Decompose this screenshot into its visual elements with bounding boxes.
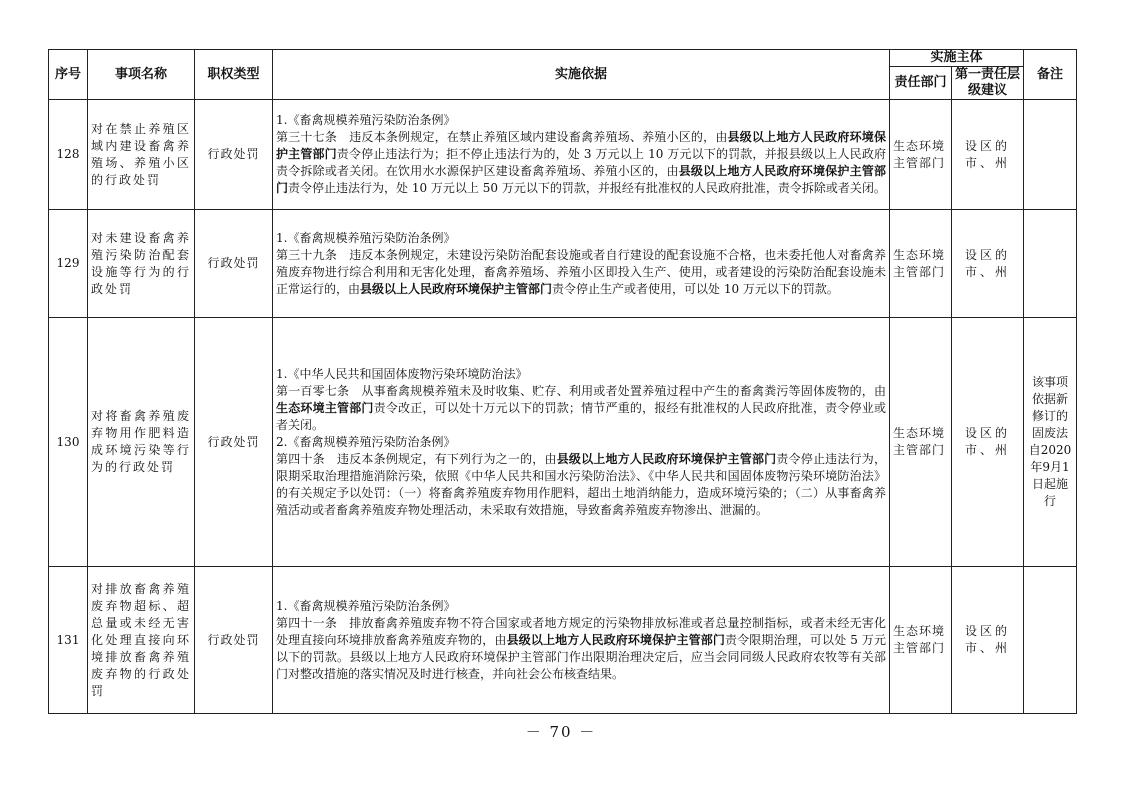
page-number: － 70 － <box>525 723 597 741</box>
remarks <box>1024 210 1077 318</box>
basis-text: 责令限期治理，可以处 5 万元以下的罚款。县级以上地方人民政府环境保护主管部门作出限期治理决定后，应当会同同级人民政府农牧等有关部门对整改措施的落实情况及时进行核查，并向社会公布核查结果。 <box>276 632 886 681</box>
responsibility-level: 设区的市、州 <box>952 318 1024 567</box>
table-row <box>49 210 1077 318</box>
basis-paragraph <box>276 434 886 451</box>
basis-paragraph <box>276 112 886 129</box>
basis-emphasis: 生态环境主管部门 <box>276 400 374 415</box>
basis-emphasis: 县级以上地方人民政府环境保护主管部门 <box>276 164 886 195</box>
table-row <box>49 100 1077 210</box>
header-level: 第一责任层级建议 <box>952 67 1024 100</box>
responsibility-level: 设区的市、州 <box>952 567 1024 714</box>
basis-emphasis: 县级以上地方人民政府环境保护主管部门 <box>556 451 777 466</box>
header-name: 事项名称 <box>88 50 195 100</box>
basis-paragraph <box>276 615 886 683</box>
basis-text: 1.《畜禽规模养殖污染防治条例》 <box>276 230 456 245</box>
basis-paragraph <box>276 451 886 519</box>
responsible-dept: 生态环境主管部门 <box>890 210 952 318</box>
legal-basis <box>273 100 890 210</box>
remarks <box>1024 567 1077 714</box>
legal-basis <box>273 567 890 714</box>
basis-paragraph <box>276 247 886 298</box>
basis-text: 责令改正，可以处十万元以下的罚款；情节严重的，报经有批准权的人民政府批准，责令停业或者关闭。 <box>276 400 886 432</box>
row-number: 130 <box>49 318 88 567</box>
item-name: 对将畜禽养殖废弃物用作肥料造成环境污染等行为的行政处罚 <box>88 318 195 567</box>
authority-type: 行政处罚 <box>195 567 273 714</box>
table-body <box>49 100 1077 714</box>
row-number: 129 <box>49 210 88 318</box>
responsible-dept: 生态环境主管部门 <box>890 100 952 210</box>
header-no: 序号 <box>49 50 88 100</box>
header-basis: 实施依据 <box>273 50 890 100</box>
row-number: 128 <box>49 100 88 210</box>
basis-text: 责令停止生产或者使用，可以处 10 万元以下的罚款。 <box>552 281 839 296</box>
legal-basis <box>273 318 890 567</box>
basis-text: 第三十九条 违反本条例规定，未建设污染防治配套设施或者自行建设的配套设施不合格，也未委托他人对畜禽养殖废弃物进行综合利用和无害化处理，畜禽养殖场、养殖小区即投入生产、使用，或者建设的污染防治配套设施未正常运行的，由 <box>276 247 886 296</box>
basis-text: 第四十一条 排放畜禽养殖废弃物不符合国家或者地方规定的污染物排放标准或者总量控制指标，或者未经无害化处理直接向环境排放畜禽养殖废弃物的，由 <box>276 615 886 647</box>
basis-text: 责令停止违法行为；拒不停止违法行为的，处 3 万元以上 10 万元以下的罚款，并报县级以上人民政府责令拆除或者关闭。在饮用水水源保护区建设畜禽养殖场、养殖小区的，由 <box>276 147 886 178</box>
responsible-dept: 生态环境主管部门 <box>890 567 952 714</box>
document-table <box>48 49 1077 714</box>
responsibility-level: 设区的市、州 <box>952 210 1024 318</box>
item-name: 对未建设畜禽养殖污染防治配套设施等行为的行政处罚 <box>88 210 195 318</box>
header-type: 职权类型 <box>195 50 273 100</box>
header-dept: 责任部门 <box>890 67 952 100</box>
basis-paragraph <box>276 129 886 197</box>
basis-emphasis: 县级以上地方人民政府环境保护主管部门 <box>506 632 725 647</box>
table-header <box>49 50 1077 100</box>
responsibility-level: 设区的市、州 <box>952 100 1024 210</box>
row-number: 131 <box>49 567 88 714</box>
item-name: 对排放畜禽养殖废弃物超标、超总量或未经无害化处理直接向环境排放畜禽养殖废弃物的行政处罚 <box>88 567 195 714</box>
basis-text: 1.《畜禽规模养殖污染防治条例》 <box>276 598 456 613</box>
basis-text: 1.《中华人民共和国固体废物污染环境防治法》 <box>276 366 528 381</box>
responsible-dept: 生态环境主管部门 <box>890 318 952 567</box>
basis-paragraph <box>276 383 886 434</box>
basis-paragraph <box>276 230 886 247</box>
authority-type: 行政处罚 <box>195 210 273 318</box>
basis-text: 责令停止违法行为，限期采取治理措施消除污染，依照《中华人民共和国水污染防治法》、《中华人民共和国固体废物污染环境防治法》的有关规定予以处罚：（一）将畜禽养殖废弃物用作肥料，超出土地消纳能力，造成环境污染的；（二）从事畜禽养殖活动或者畜禽养殖废弃物处理活动，未采取有效措施，导致畜禽养殖废弃物渗出、泄漏的。 <box>276 451 886 517</box>
basis-text: 第一百零七条 从事畜禽规模养殖未及时收集、贮存、利用或者处置养殖过程中产生的畜禽粪污等固体废物的，由 <box>276 383 886 398</box>
basis-text: 第四十条 违反本条例规定，有下列行为之一的，由 <box>276 451 557 466</box>
authority-type: 行政处罚 <box>195 100 273 210</box>
basis-paragraph <box>276 598 886 615</box>
legal-basis <box>273 210 890 318</box>
remarks <box>1024 100 1077 210</box>
authority-type: 行政处罚 <box>195 318 273 567</box>
table-row <box>49 318 1077 567</box>
basis-text: 第三十七条 违反本条例规定，在禁止养殖区域内建设畜禽养殖场、养殖小区的，由 <box>276 130 728 144</box>
item-name: 对在禁止养殖区域内建设畜禽养殖场、养殖小区的行政处罚 <box>88 100 195 210</box>
basis-text: 1.《畜禽规模养殖污染防治条例》 <box>276 113 456 127</box>
basis-emphasis: 县级以上地方人民政府环境保护主管部门 <box>276 130 886 161</box>
header-subject: 实施主体 <box>890 50 1024 67</box>
remarks: 该事项依据新修订的固废法自2020年9月1日起施行 <box>1024 318 1077 567</box>
basis-paragraph <box>276 366 886 383</box>
header-note: 备注 <box>1024 50 1077 100</box>
table-row <box>49 567 1077 714</box>
basis-text: 2.《畜禽规模养殖污染防治条例》 <box>276 434 456 449</box>
basis-emphasis: 县级以上人民政府环境保护主管部门 <box>360 281 553 296</box>
basis-text: 责令停止违法行为，处 10 万元以上 50 万元以下的罚款，并报经有批准权的人民政府批准，责令拆除或者关闭。 <box>288 181 886 195</box>
